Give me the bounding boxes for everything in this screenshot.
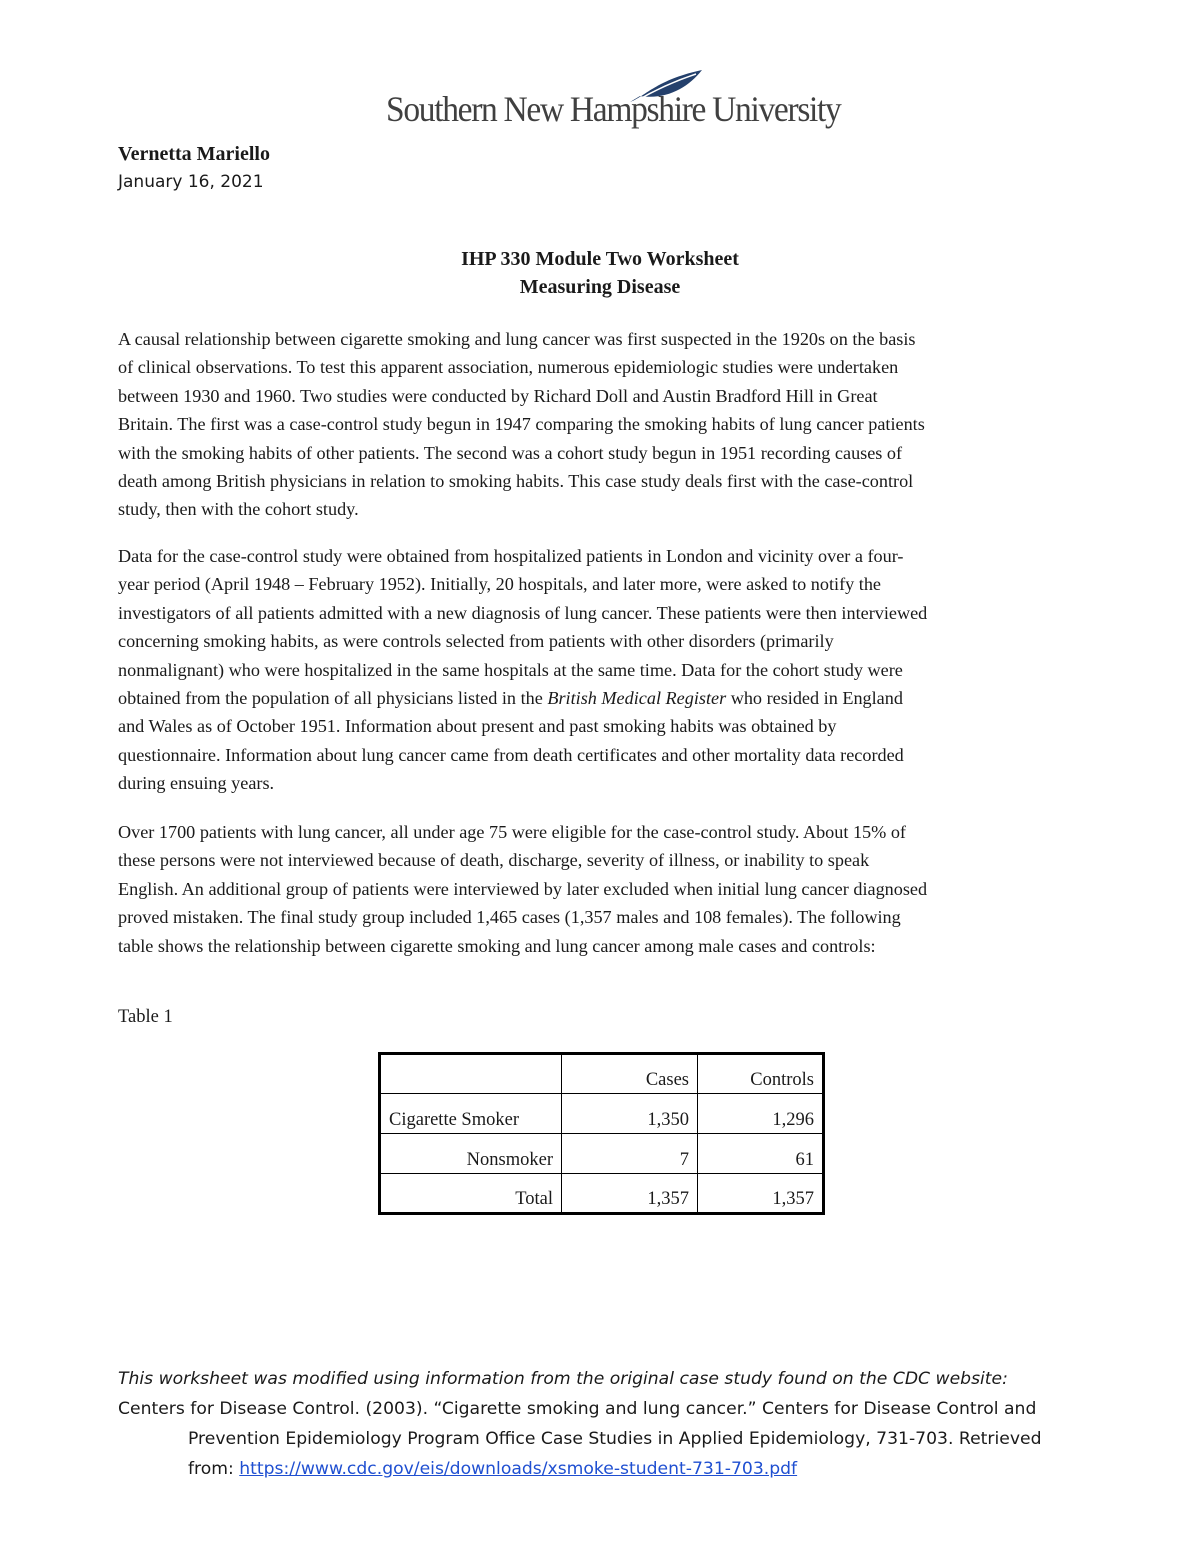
paragraph-intro	[118, 325, 1088, 524]
paragraph-line: during ensuing years.	[118, 773, 275, 794]
table-cell: 7	[562, 1134, 698, 1174]
table-header-cell: Controls	[698, 1054, 824, 1094]
paragraph-line: year period (April 1948 – February 1952). Initially, 20 hospitals, and later more, were asked to notify the	[118, 574, 881, 595]
table-header-cell	[380, 1054, 562, 1094]
citation-line: Prevention Epidemiology Program Office Case Studies in Applied Epidemiology, 731-703. Retrieved	[188, 1429, 1042, 1449]
paragraph-line: proved mistaken. The final study group included 1,465 cases (1,357 males and 108 females). The following	[118, 907, 901, 928]
paragraph-line: nonmalignant) who were hospitalized in the same hospitals at the same time. Data for the cohort study were	[118, 659, 903, 680]
table-row	[380, 1134, 824, 1174]
logo-text: Southern New Hampshire University	[386, 89, 841, 129]
paragraph-line: and Wales as of October 1951. Information about present and past smoking habits was obtained by	[118, 716, 837, 737]
paragraph-line: death among British physicians in relation to smoking habits. This case study deals first with the case-control	[118, 471, 914, 492]
paragraph-line	[118, 684, 1088, 712]
paragraph-line: table shows the relationship between cigarette smoking and lung cancer among male cases and controls:	[118, 935, 876, 956]
paragraph-line: study, then with the cohort study.	[118, 499, 359, 520]
table-cell: 1,296	[698, 1094, 824, 1134]
paragraph-line: with the smoking habits of other patients. The second was a cohort study begun in 1951 recording causes of	[118, 442, 903, 463]
register-title: British Medical Register	[547, 688, 727, 709]
paragraph-line: Britain. The first was a case-control study begun in 1947 comparing the smoking habits of lung cancer patients	[118, 414, 925, 435]
paragraph-line: investigators of all patients admitted with a new diagnosis of lung cancer. These patients were then interviewed	[118, 602, 928, 623]
university-logo	[386, 66, 841, 136]
cdc-link[interactable]: https://www.cdc.gov/eis/downloads/xsmoke-student-731-703.pdf	[239, 1459, 798, 1479]
line-text: who resided in England	[726, 688, 903, 709]
table-header-row	[380, 1054, 824, 1094]
paragraph-line: these persons were not interviewed because of death, discharge, severity of illness, or inability to speak	[118, 850, 870, 871]
footer-note: This worksheet was modified using information from the original case study found on the CDC website:	[118, 1369, 1008, 1389]
paragraph-study-group	[118, 818, 1088, 960]
paragraph-line: concerning smoking habits, as were controls selected from patients with other disorders (primarily	[118, 631, 834, 652]
paragraph-line: questionnaire. Information about lung cancer came from death certificates and other mortality data recorded	[118, 744, 904, 765]
table-cell: 1,350	[562, 1094, 698, 1134]
table-cell: 61	[698, 1134, 824, 1174]
paragraph-line: Data for the case-control study were obtained from hospitalized patients in London and vicinity over a four-	[118, 546, 904, 566]
table-caption: Table 1	[118, 1007, 173, 1027]
table-header-cell: Cases	[562, 1054, 698, 1094]
worksheet-title: IHP 330 Module Two Worksheet	[461, 248, 739, 270]
paragraph-line: between 1930 and 1960. Two studies were conducted by Richard Doll and Austin Bradford Hill in Great	[118, 385, 878, 406]
paragraph-line: English. An additional group of patients were interviewed by later excluded when initial lung cancer diagnosed	[118, 878, 928, 899]
citation-prefix: from:	[188, 1459, 240, 1479]
table-cell: 1,357	[562, 1174, 698, 1214]
author-name: Vernetta Mariello	[118, 143, 270, 165]
paragraph-line: Over 1700 patients with lung cancer, all under age 75 were eligible for the case-control study. About 15% of	[118, 822, 906, 842]
table-cell: Cigarette Smoker	[380, 1094, 562, 1134]
smoking-table	[378, 1052, 825, 1215]
worksheet-subtitle: Measuring Disease	[519, 276, 681, 298]
citation-line	[188, 1459, 797, 1479]
line-text: obtained from the population of all physicians listed in the	[118, 688, 548, 709]
table-cell: Total	[380, 1174, 562, 1214]
table-row	[380, 1174, 824, 1214]
citation-line: Centers for Disease Control. (2003). “Cigarette smoking and lung cancer.” Centers for Disease Control and	[118, 1399, 1037, 1419]
paragraph-line: of clinical observations. To test this apparent association, numerous epidemiologic studies were undertaken	[118, 357, 899, 378]
table-cell: 1,357	[698, 1174, 824, 1214]
paragraph-line: A causal relationship between cigarette smoking and lung cancer was first suspected in the 1920s on the basis	[118, 329, 916, 349]
document-date: January 16, 2021	[118, 172, 264, 192]
paragraph-data-sources	[118, 542, 1088, 798]
table-row	[380, 1094, 824, 1134]
table-cell: Nonsmoker	[380, 1134, 562, 1174]
